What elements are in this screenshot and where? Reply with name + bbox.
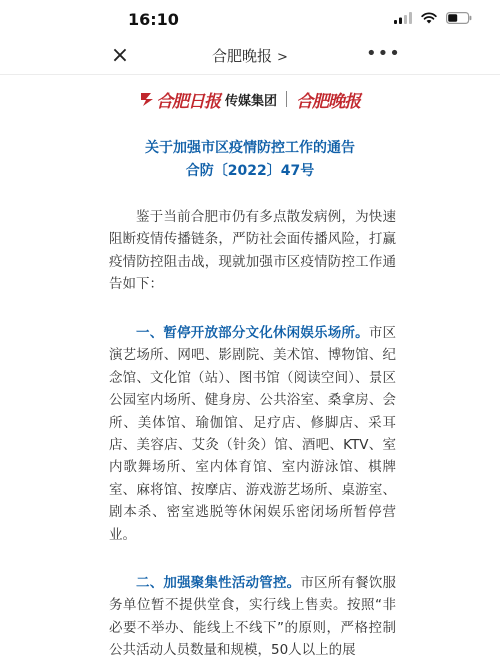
section-1-body: 市区演艺场所、网吧、影剧院、美术馆、博物馆、纪念馆、文化馆（站）、图书馆（阅读空间）、景区公园室内场所、健身房、公共浴室、桑拿房、会所、美体馆、瑜伽馆、足疗店、修脚店、采耳店、美容店、艾灸（针灸）馆、酒吧、KTV、室内歌舞场所、室内体育馆、室内游泳馆、棋牌室、麻将馆、按摩店、游戏游艺场所、桌游室、剧本杀、密室逃脱等休闲娱乐密闭场所暂停营业。: [109, 325, 397, 543]
close-icon: ×: [110, 43, 130, 68]
masthead-logo-evening: 合肥晚报: [296, 91, 360, 112]
more-icon: •••: [366, 43, 401, 64]
masthead-banner: [0, 84, 500, 114]
status-icons: [394, 12, 472, 24]
wifi-icon: [421, 12, 437, 24]
article-section-2: [109, 572, 396, 662]
document-number: 合防〔2022〕47号: [185, 163, 315, 179]
battery-icon: [446, 12, 472, 24]
nav-divider: [0, 74, 500, 75]
article-intro: 鉴于当前合肥市仍有多点散发病例，为快速阻断疫情传播链条，严防社会面传播风险，打赢疫情防控阻击战，现就加强市区疫情防控工作通告如下：: [109, 209, 396, 293]
section-2-heading: 二、加强聚集性活动管控。: [136, 575, 301, 591]
more-button[interactable]: [366, 42, 401, 70]
masthead-logo-daily: 合肥日报: [155, 91, 220, 112]
account-title[interactable]: [0, 45, 500, 66]
chevron-right-icon: >: [277, 50, 288, 65]
nav-bar: [0, 38, 500, 74]
newspaper-logo-icon: [140, 91, 154, 107]
signal-icon: [394, 12, 412, 24]
masthead-group-name: 传媒集团: [224, 93, 277, 109]
article-section-1: [109, 322, 396, 546]
account-name: 合肥晚报: [212, 47, 273, 65]
article-title: 关于加强市区疫情防控工作的通告: [145, 140, 355, 156]
status-bar: [0, 0, 500, 38]
section-1-heading: 一、暂停开放部分文化休闲娱乐场所。: [136, 325, 369, 341]
masthead-separator: [286, 91, 287, 107]
status-time: 16:10: [128, 10, 179, 29]
section-2-body: 市区所有餐饮服务单位暂不提供堂食，实行线上售卖。按照“非必要不举办、能线上不线下”的原则，严格控制公共活动人员数量和规模，50人以上的展: [109, 575, 397, 659]
